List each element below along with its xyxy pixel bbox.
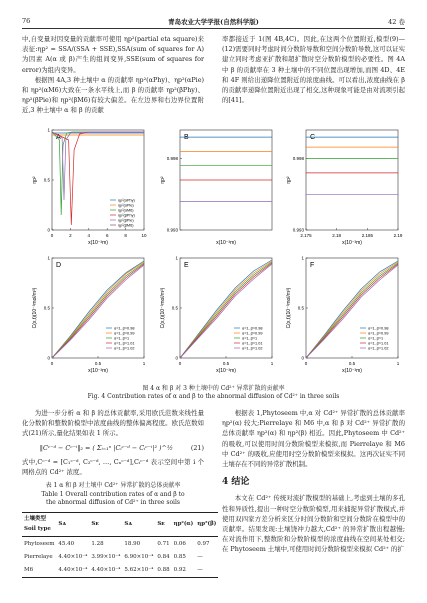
- x-tick-label: 10: [141, 233, 147, 238]
- x-axis-label: x(10⁻³m): [342, 240, 362, 246]
- x-tick-label: 0: [178, 361, 182, 366]
- table-header-cell: Sᴇ: [157, 521, 165, 528]
- y-axis-label: C(x,t)(10⁻³mol/m³): [286, 287, 292, 329]
- figure-caption-cn: 图 4 α 和 β 对 3 种土壤中的 Cd²⁺ 异常扩散的贡献率: [142, 385, 285, 392]
- equation-number: (21): [190, 443, 204, 452]
- y-tick-label: 0.5: [171, 305, 178, 311]
- paragraph: 根据表 1,Phytoseem 中,α 对 Cd²⁺ 异常扩散的总体贡献率 ηp²(α) 较大;Pierrelaye 和 M6 中,α 和 β 对 Cd²⁺ 异常扩散的总体贡献率 ηp²(α) 和 ηp²(β) 相近。因此,Phytoseem 中 Cd²⁺ 的吸收,可以使用时间分数阶模型来模拟,而 Pierrelaye 和 M6 中 Cd²⁺ 的吸收,应使用时空分数阶模型来模拟。这再次证实不同土壤存在不同的异常扩散机制。: [222, 409, 405, 469]
- table-row: [22, 550, 218, 563]
- y-tick-label: 0.998: [292, 156, 304, 162]
- table-cell: 45.40: [58, 540, 75, 547]
- x-tick-label: 0.5: [222, 361, 230, 366]
- y-axis-label: ηp²: [160, 176, 166, 184]
- paragraph: 为进一步分析 α 和 β 的总体贡献率,采用欧氏范数来线性量化分数阶和整数阶模型中浓度曲线的整体偏离程度。欧氏范数如式(21)所示,量化结果如表 1 所示。: [22, 409, 204, 438]
- legend-entry: ηp²(αPhy): [118, 198, 135, 203]
- table-header-cell: Sᴇ: [91, 521, 99, 528]
- y-tick-label: 1: [47, 127, 50, 133]
- table-header-cell: ηp²(α): [173, 521, 194, 528]
- x-tick-label: 0.5: [94, 361, 102, 366]
- y-axis-label: ηp²: [32, 176, 38, 184]
- table-cell: 1.28: [91, 540, 104, 547]
- x-axis-label: x(10⁻³m): [88, 240, 108, 246]
- table-cell: Phytoseem: [24, 540, 55, 547]
- panel-label: D: [56, 262, 62, 269]
- x-axis-label: x(10⁻³m): [216, 240, 236, 246]
- panel-label: E: [184, 262, 189, 269]
- table-caption-en-2: the abnormal diffusion of Cd²⁺ in three soils: [46, 499, 180, 507]
- paragraph: 中,自变量对因变量的贡献率可使用 ηp²(partial eta square)来表征:ηp² = SSA/(SSA + SSE),SSA(sum of squares for A)为因素 A(α 或 β)产生的组间变异,SSE(sum of squares for error)为组内变异。: [22, 35, 204, 74]
- panel-F: [286, 256, 400, 375]
- panel-C: [286, 130, 403, 246]
- panel-label: B: [184, 134, 189, 141]
- x-axis-label: x(10⁻³m): [342, 368, 362, 374]
- y-tick-label: 0.998: [166, 156, 178, 162]
- y-tick-label: 0: [175, 355, 178, 361]
- running-header: [22, 14, 405, 29]
- x-tick-label: 0: [50, 361, 54, 366]
- legend-entry: ηp²(βPie): [118, 218, 134, 223]
- panel-label: A: [56, 134, 61, 141]
- table-cell: 0.97: [197, 540, 210, 547]
- right-column-bottom: [222, 408, 405, 555]
- legend-entry: α=1, β=1.01: [114, 341, 135, 346]
- y-tick-label: 0.5: [43, 305, 50, 311]
- left-column-top: [22, 34, 204, 116]
- x-tick-label: 1: [270, 361, 274, 366]
- legend-entry: α=1, β=1: [368, 336, 384, 341]
- table-cell: 6.90×10⁻⁴: [124, 553, 154, 560]
- legend-entry: ηp²(βM6): [118, 223, 134, 228]
- left-column-bottom: [22, 408, 217, 578]
- legend-entry: α=1, β=1.02: [114, 346, 135, 351]
- table-header-cell: ηp²(β): [197, 521, 217, 528]
- table-cell: 4.40×10⁻⁴: [58, 553, 88, 560]
- panel-E: [160, 256, 274, 375]
- legend-entry: α=1, β=0.98: [114, 326, 135, 331]
- x-tick-label: 2: [69, 233, 72, 238]
- figure-4: [22, 118, 405, 380]
- journal-title: 青岛农业大学学报(自然科学版): [168, 18, 259, 26]
- panel-A: [32, 128, 147, 247]
- x-tick-label: 8: [124, 233, 127, 238]
- table-cell: 0.92: [173, 567, 186, 574]
- table-cell: Pierrelaye: [24, 553, 53, 560]
- legend-entry: α=1, β=1.01: [242, 341, 263, 346]
- legend-entry: α=1, β=1: [114, 336, 130, 341]
- legend-entry: ηp²(αPie): [118, 203, 134, 208]
- y-tick-label: 0: [47, 355, 50, 361]
- legend-entry: α=1, β=0.99: [368, 331, 389, 336]
- plot-frame: [306, 130, 398, 230]
- table-cell: 5.62×10⁻⁴: [124, 567, 154, 574]
- panel-D: [32, 256, 146, 375]
- table-header-row: [22, 512, 218, 536]
- y-tick-label: 0: [301, 355, 304, 361]
- y-tick-label: 0.993: [166, 227, 178, 233]
- x-tick-label: 1: [396, 361, 400, 366]
- paragraph: 式中,Cᶜ⁻ᵈ = [C₁ᶜ⁻ᵈ, C₂ᶜ⁻ᵈ, …, Cₙᶜ⁻ᵈ],Cᵢᶜ⁻ᵈ 表示空间中第 i 个网格点的 Cd²⁺ 浓度。: [22, 457, 204, 477]
- paragraph: 本文在 Cd²⁺ 传统对流扩散模型的基础上,考虑到土壤的多孔性和异质性,提出一种时空分数阶模型,用来捕捉异常扩散模式,并使用双四家方差分析来区分时间分数阶和空间分数阶在模型中的贡献率。结果发现:土壤饶冲力越大,Cd²⁺ 的异常扩散出程越慢;在对流作用下,整数阶和分数阶模型的浓度曲线在空间某处相交;在 Phytoseem 土壤中,可使用时间分数阶模型来模拟 Cd²⁺ 的扩: [222, 494, 405, 554]
- table-cell: 18.90: [124, 540, 141, 547]
- table-header-cell: Sᴀ: [124, 521, 132, 528]
- y-axis-label: C(x,t)(10⁻³mol/m³): [32, 287, 38, 329]
- table-caption-en-1: Table 1 Overall contribution rates of α and β to: [41, 490, 185, 498]
- x-tick-label: 2.175: [300, 233, 312, 238]
- equation-body: ‖Cᶜ⁻ᵈ − Cᶜ⁻ⁱ‖₂ = ( Σᵢ₌₁ⁿ |Cᵢᶜ⁻ᵈ − Cᵢᶜ⁻ⁱ|² )^½: [39, 443, 174, 452]
- legend-entry: α=1, β=0.98: [368, 326, 389, 331]
- y-axis-label: C(x,t)(10⁻³mol/m³): [160, 287, 166, 329]
- x-tick-label: 2.185: [361, 233, 373, 238]
- paragraph: 根据图 4A,3 种土壤中 α 的贡献率 ηp²(αPhy)、ηp²(αPie)和 ηp²(αM6)大致在一条水平线上,而 β 的贡献率 ηp²(βPhy)、ηp²(βPie)和 ηp²(βM6)有较大偏差。在左边界和右边界位置附近,3 种土壤中 α 和 β 的贡献: [22, 75, 204, 115]
- paragraph: 率都接近于 1(图 4B,4C)。因此,在这两个位置附近,模型(9)—(12)需要同时考虑时间分数阶导数和空间分数阶导数,这可以证实建立同时考虑亚扩散和超扩散时空分数阶模型的必要性。图 4A 中 β 的贡献率在 3 种土壤中的不同位置出现增加,而图 4D、4E 和 4F 则给出递降位置附近的浓度曲线。可以看出,浓度曲线在 β 的贡献率递降位置附近出现了相交,这种现象可能是由对流项引起的[41]。: [222, 35, 405, 105]
- x-tick-label: 4: [87, 233, 91, 238]
- y-axis-label: ηp²: [286, 176, 292, 184]
- legend-entry: α=1, β=1.02: [368, 346, 389, 351]
- panel-label: F: [310, 262, 315, 269]
- volume-label: 42 卷: [388, 18, 405, 26]
- right-column-top: [222, 34, 405, 105]
- x-tick-label: 6: [105, 233, 109, 238]
- table-cell: 3.99×10⁻⁴: [91, 553, 121, 560]
- x-tick-label: 2.19: [393, 233, 403, 238]
- x-axis-label: x(10⁻³m): [216, 368, 236, 374]
- table-row: [22, 564, 218, 578]
- x-tick-label: 0: [50, 233, 54, 238]
- table-cell: —: [197, 553, 203, 560]
- panel-B: [160, 130, 272, 246]
- y-tick-label: 0.5: [297, 305, 304, 311]
- x-axis-label: x(10⁻³m): [88, 368, 108, 374]
- table-body: [22, 537, 218, 578]
- table-cell: 0.88: [157, 567, 170, 574]
- legend-entry: α=1, β=0.98: [242, 326, 263, 331]
- table-cell: 0.06: [173, 540, 186, 547]
- table-header-cell: Sᴀ: [58, 521, 66, 528]
- table-cell: —: [197, 567, 203, 574]
- x-tick-label: 1: [142, 361, 146, 366]
- table-cell: 4.40×10⁻⁴: [91, 567, 121, 574]
- legend-entry: α=1, β=1.02: [242, 346, 263, 351]
- y-tick-label: 1: [175, 255, 178, 261]
- x-tick-label: 0.5: [348, 361, 356, 366]
- table-cell: 0.71: [157, 540, 170, 547]
- equation-21: [22, 443, 204, 453]
- y-tick-label: 1: [301, 255, 304, 261]
- panel-label: C: [310, 134, 316, 141]
- legend-entry: α=1, β=0.99: [242, 331, 263, 336]
- table-cell: 0.85: [173, 553, 186, 560]
- legend-entry: α=1, β=1.01: [368, 341, 389, 346]
- table-cell: M6: [24, 567, 34, 574]
- y-tick-label: 0.993: [292, 227, 304, 233]
- table-header-cell: 土壤类型 Soil type: [24, 516, 51, 533]
- table-cell: 0.84: [157, 553, 170, 560]
- x-tick-label: 2.18: [332, 233, 342, 238]
- legend-entry: ηp²(βPhy): [118, 213, 135, 218]
- y-tick-label: 0.5: [43, 177, 50, 183]
- table-row: [22, 537, 218, 551]
- legend-entry: ηp²(αM6): [118, 208, 134, 213]
- legend-entry: α=1, β=1: [242, 336, 258, 341]
- page-number: 76: [22, 17, 31, 25]
- x-tick-label: 0: [304, 361, 308, 366]
- series-line: [52, 132, 144, 200]
- figure-caption-en: Fig. 4 Contribution rates of α and β to the abnormal diffusion of Cd²⁺ in three soils: [87, 393, 340, 400]
- y-tick-label: 1: [47, 255, 50, 261]
- y-tick-label: 0: [47, 227, 50, 233]
- legend-entry: α=1, β=0.99: [114, 331, 135, 336]
- table-caption-cn: 表 1 α 和 β 对土壤中 Cd²⁺ 异常扩散的总体贡献率: [45, 482, 181, 490]
- table-cell: 4.40×10⁻⁴: [58, 567, 88, 574]
- section-heading: 4 结论: [222, 477, 250, 488]
- table-1: [22, 512, 218, 578]
